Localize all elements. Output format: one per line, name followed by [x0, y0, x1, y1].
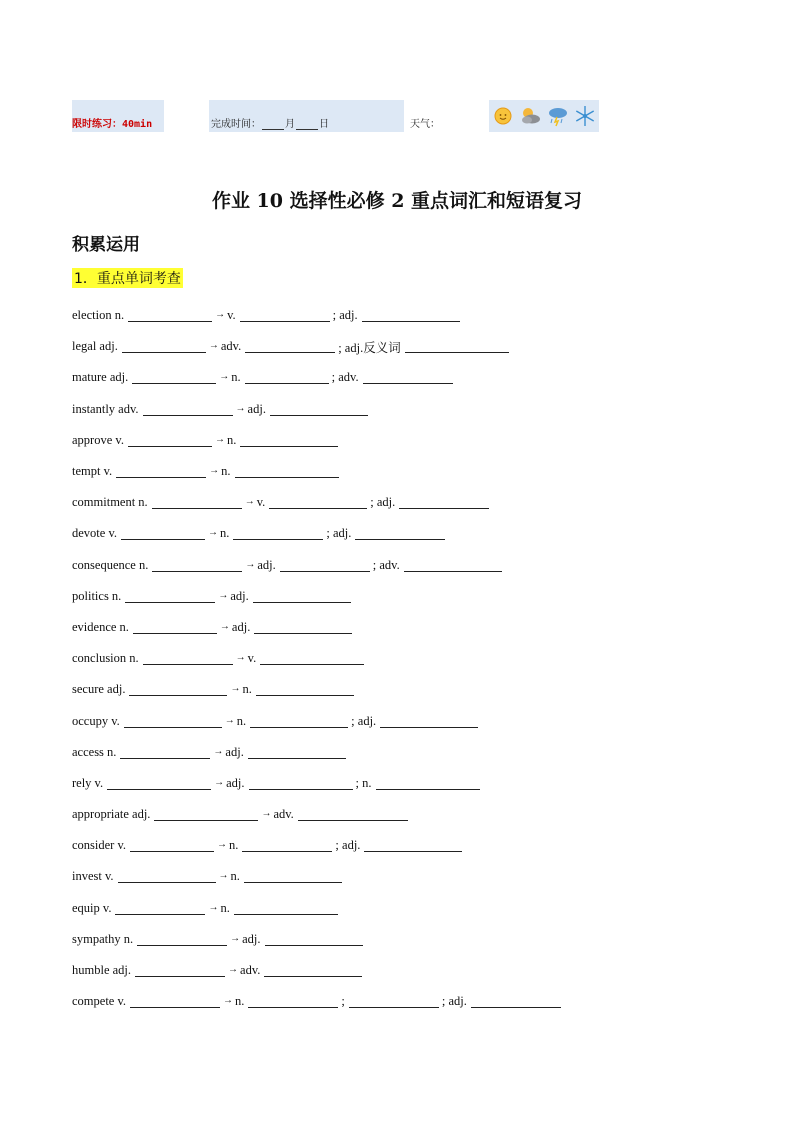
- thunderstorm-icon[interactable]: [546, 104, 570, 128]
- answer-blank[interactable]: [270, 403, 368, 416]
- answer-blank[interactable]: [143, 403, 233, 416]
- part-of-speech-label: adv.: [240, 963, 261, 978]
- answer-blank[interactable]: [129, 683, 227, 696]
- vocab-word: legal adj.: [72, 339, 118, 354]
- answer-blank[interactable]: [128, 434, 212, 447]
- part-of-speech-label: n.: [229, 838, 239, 853]
- part-of-speech-label: n.: [231, 370, 241, 385]
- part-of-speech-label: n.: [235, 994, 245, 1009]
- answer-blank[interactable]: [242, 839, 332, 852]
- day-label: 日: [319, 119, 329, 130]
- answer-blank[interactable]: [404, 559, 502, 572]
- answer-blank[interactable]: [154, 808, 258, 821]
- vocab-row: [72, 300, 752, 331]
- part-of-speech-label: v.: [256, 495, 266, 510]
- completion-label: 完成时间：: [211, 119, 261, 130]
- vocab-word: rely v.: [72, 775, 104, 790]
- answer-blank[interactable]: [253, 590, 351, 603]
- part-of-speech-label: n.: [230, 869, 240, 884]
- part-of-speech-label: ;: [341, 994, 345, 1009]
- vocab-word: humble adj.: [72, 963, 132, 978]
- part-of-speech-label: adv.: [273, 807, 294, 822]
- arrow-icon: →: [218, 870, 229, 882]
- part-of-speech-label: n.: [220, 900, 230, 915]
- answer-blank[interactable]: [240, 309, 330, 322]
- weather-label: 天气：: [410, 119, 440, 130]
- vocab-row: [72, 924, 752, 955]
- part-of-speech-label: ; adv.: [372, 557, 400, 572]
- answer-blank[interactable]: [260, 652, 364, 665]
- arrow-icon: →: [228, 964, 239, 976]
- vocab-row: [72, 550, 752, 581]
- answer-blank[interactable]: [107, 777, 211, 790]
- answer-blank[interactable]: [125, 590, 215, 603]
- page-title: 作业 10 选择性必修 2 重点词汇和短语复习: [211, 190, 583, 212]
- weather-icons: [489, 100, 599, 132]
- vocab-row: [72, 737, 752, 768]
- answer-blank[interactable]: [380, 715, 478, 728]
- vocab-word: devote v.: [72, 526, 118, 541]
- month-blank[interactable]: [262, 119, 284, 130]
- vocab-word: approve v.: [72, 432, 124, 447]
- answer-blank[interactable]: [235, 465, 339, 478]
- arrow-icon: →: [208, 527, 219, 539]
- vocab-word: access n.: [72, 744, 117, 759]
- arrow-icon: →: [209, 465, 220, 477]
- part-of-speech-label: adj.: [226, 775, 245, 790]
- answer-blank[interactable]: [233, 527, 323, 540]
- answer-blank[interactable]: [250, 715, 348, 728]
- vocab-row: [72, 799, 752, 830]
- subsection-title: 1．重点单词考查: [72, 268, 183, 288]
- vocab-word: consequence n.: [72, 557, 149, 572]
- part-of-speech-label: adj.: [225, 744, 244, 759]
- arrow-icon: →: [230, 683, 241, 695]
- header-spacer: [164, 100, 209, 132]
- answer-blank[interactable]: [152, 559, 242, 572]
- vocab-row: [72, 893, 752, 924]
- answer-blank[interactable]: [115, 902, 205, 915]
- vocab-list: [72, 300, 752, 1017]
- vocab-row: [72, 674, 752, 705]
- answer-blank[interactable]: [124, 715, 222, 728]
- arrow-icon: →: [208, 901, 219, 913]
- arrow-icon: →: [245, 558, 256, 570]
- vocab-word: conclusion n.: [72, 651, 139, 666]
- answer-blank[interactable]: [471, 995, 561, 1008]
- vocab-word: appropriate adj.: [72, 807, 151, 822]
- part-of-speech-label: ; n.: [355, 775, 372, 790]
- arrow-icon: →: [217, 839, 228, 851]
- answer-blank[interactable]: [248, 995, 338, 1008]
- vocab-word: tempt v.: [72, 464, 113, 479]
- answer-blank[interactable]: [298, 808, 408, 821]
- answer-blank[interactable]: [152, 496, 242, 509]
- vocab-word: election n.: [72, 308, 125, 323]
- vocab-word: mature adj.: [72, 370, 129, 385]
- vocab-word: commitment n.: [72, 495, 148, 510]
- completion-time: [209, 100, 404, 132]
- answer-blank[interactable]: [248, 746, 346, 759]
- part-of-speech-label: n.: [226, 432, 237, 447]
- part-of-speech-label: adj.: [230, 588, 249, 603]
- time-limit: [72, 100, 164, 132]
- part-of-speech-label: ; adj.: [351, 713, 377, 728]
- answer-blank[interactable]: [120, 746, 210, 759]
- vocab-row: [72, 581, 752, 612]
- answer-blank[interactable]: [143, 652, 233, 665]
- arrow-icon: →: [208, 340, 219, 352]
- vocab-row: [72, 487, 752, 518]
- answer-blank[interactable]: [137, 933, 227, 946]
- answer-blank[interactable]: [133, 621, 217, 634]
- answer-blank[interactable]: [363, 371, 453, 384]
- vocab-row: [72, 986, 752, 1017]
- vocab-word: instantly adv.: [72, 401, 139, 416]
- vocab-word: politics n.: [72, 588, 122, 603]
- vocab-row: [72, 394, 752, 425]
- part-of-speech-label: n.: [242, 682, 252, 697]
- day-blank[interactable]: [296, 119, 318, 130]
- vocab-row: [72, 612, 752, 643]
- answer-blank[interactable]: [265, 933, 363, 946]
- part-of-speech-label: ; adj.: [335, 838, 361, 853]
- answer-blank[interactable]: [135, 964, 225, 977]
- arrow-icon: →: [230, 932, 241, 944]
- answer-blank[interactable]: [254, 621, 352, 634]
- answer-blank[interactable]: [122, 340, 206, 353]
- answer-blank[interactable]: [376, 777, 480, 790]
- answer-blank[interactable]: [269, 496, 367, 509]
- answer-blank[interactable]: [264, 964, 362, 977]
- sunny-icon[interactable]: [491, 104, 515, 128]
- arrow-icon: →: [223, 995, 234, 1007]
- answer-blank[interactable]: [245, 371, 329, 384]
- part-of-speech-label: ; adj.: [332, 308, 358, 323]
- vocab-row: [72, 861, 752, 892]
- vocab-row: [72, 331, 752, 362]
- answer-blank[interactable]: [130, 995, 220, 1008]
- part-of-speech-label: ; adj.反义词: [338, 340, 401, 355]
- part-of-speech-label: ; adv.: [331, 370, 359, 385]
- arrow-icon: →: [213, 745, 224, 757]
- arrow-icon: →: [244, 496, 255, 508]
- partly-cloudy-icon[interactable]: [518, 104, 542, 128]
- part-of-speech-label: n.: [220, 526, 230, 541]
- arrow-icon: →: [214, 433, 225, 445]
- answer-blank[interactable]: [362, 309, 460, 322]
- vocab-word: consider v.: [72, 838, 127, 853]
- answer-blank[interactable]: [355, 527, 445, 540]
- answer-blank[interactable]: [240, 434, 338, 447]
- arrow-icon: →: [235, 402, 246, 414]
- answer-blank[interactable]: [245, 340, 335, 353]
- part-of-speech-label: adj.: [247, 401, 266, 416]
- answer-blank[interactable]: [132, 371, 216, 384]
- answer-blank[interactable]: [130, 839, 214, 852]
- arrow-icon: →: [215, 309, 226, 321]
- part-of-speech-label: ; adj.: [441, 994, 467, 1009]
- vocab-row: [72, 830, 752, 861]
- vocab-row: [72, 955, 752, 986]
- vocab-row: [72, 518, 752, 549]
- vocab-word: equip v.: [72, 900, 112, 915]
- vocab-row: [72, 456, 752, 487]
- answer-blank[interactable]: [249, 777, 353, 790]
- part-of-speech-label: v.: [247, 651, 257, 666]
- part-of-speech-label: v.: [227, 308, 236, 323]
- part-of-speech-label: ; adj.: [326, 526, 352, 541]
- arrow-icon: →: [224, 714, 235, 726]
- arrow-icon: →: [219, 620, 230, 632]
- arrow-icon: →: [261, 808, 272, 820]
- part-of-speech-label: n.: [236, 713, 247, 728]
- vocab-word: invest v.: [72, 869, 114, 884]
- answer-blank[interactable]: [256, 683, 354, 696]
- month-label: 月: [285, 119, 295, 130]
- arrow-icon: →: [235, 652, 246, 664]
- time-value: 40min: [122, 119, 153, 130]
- time-label: 限时练习：: [72, 119, 122, 130]
- part-of-speech-label: adj.: [257, 557, 276, 572]
- arrow-icon: →: [219, 371, 230, 383]
- vocab-word: secure adj.: [72, 682, 126, 697]
- vocab-row: [72, 768, 752, 799]
- weather: [404, 100, 489, 132]
- vocab-word: occupy v.: [72, 713, 120, 728]
- answer-blank[interactable]: [118, 870, 216, 883]
- arrow-icon: →: [214, 776, 225, 788]
- vocab-row: [72, 362, 752, 393]
- answer-blank[interactable]: [364, 839, 462, 852]
- vocab-row: [72, 643, 752, 674]
- answer-blank[interactable]: [234, 902, 338, 915]
- vocab-word: compete v.: [72, 994, 127, 1009]
- answer-blank[interactable]: [244, 870, 342, 883]
- part-of-speech-label: adv.: [220, 339, 242, 354]
- vocab-word: evidence n.: [72, 619, 129, 634]
- part-of-speech-label: n.: [221, 464, 231, 479]
- vocab-word: sympathy n.: [72, 931, 134, 946]
- section-title: 积累运用: [72, 235, 140, 255]
- answer-blank[interactable]: [405, 340, 509, 353]
- part-of-speech-label: ; adj.: [370, 495, 396, 510]
- vocab-row: [72, 425, 752, 456]
- snowflake-icon[interactable]: [573, 104, 597, 128]
- part-of-speech-label: adj.: [242, 931, 261, 946]
- vocab-row: [72, 705, 752, 736]
- answer-blank[interactable]: [116, 465, 206, 478]
- arrow-icon: →: [218, 589, 229, 601]
- answer-blank[interactable]: [121, 527, 205, 540]
- header-bar: [72, 100, 599, 132]
- answer-blank[interactable]: [399, 496, 489, 509]
- answer-blank[interactable]: [349, 995, 439, 1008]
- answer-blank[interactable]: [128, 309, 212, 322]
- part-of-speech-label: adj.: [231, 619, 251, 634]
- answer-blank[interactable]: [280, 559, 370, 572]
